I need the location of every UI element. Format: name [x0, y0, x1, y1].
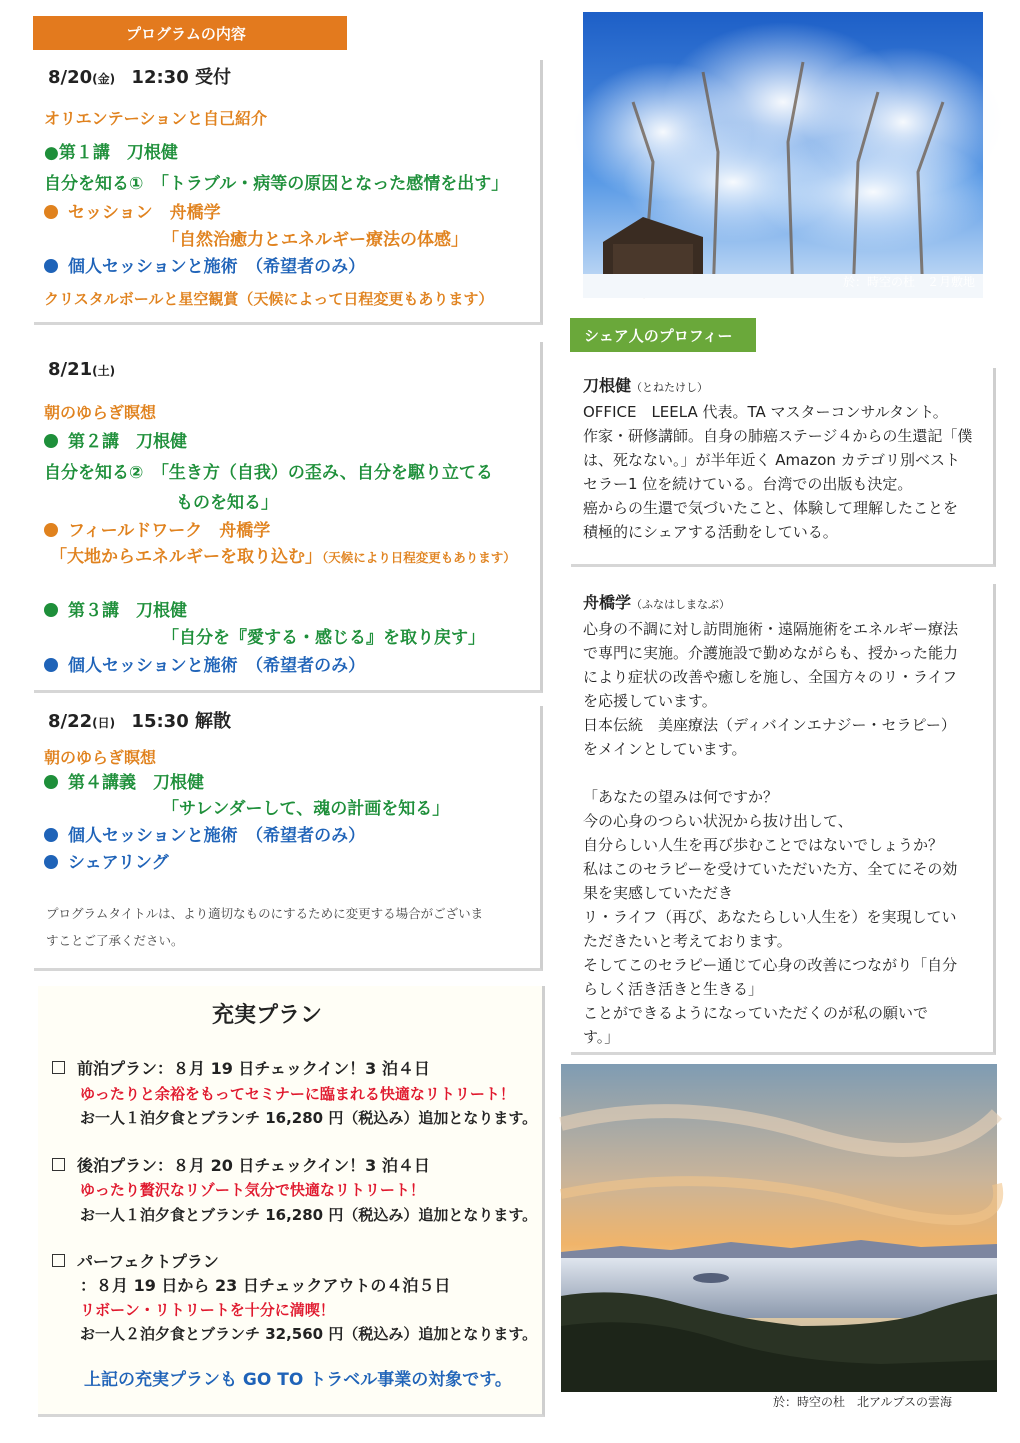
blue-dot-icon	[44, 828, 58, 842]
blue-dot-icon	[44, 259, 58, 273]
top-photo-caption: 於：時空の杜 ２月敷地	[842, 275, 975, 289]
day1-personal-label: 個人セッションと施術 （希望者のみ）	[68, 257, 366, 277]
day1-lecture1-title: 自分を知る① 「トラブル・病等の原因となった感情を出す」	[44, 174, 509, 194]
day2-lecture3-label: 第３講 刀根健	[68, 601, 187, 621]
plan2-name	[52, 1156, 430, 1175]
day1-lecture1: ●第１講 刀根健	[44, 143, 178, 163]
day2-lecture2-label: 第２講 刀根健	[68, 432, 187, 452]
plan3-name-label: パーフェクトプラン	[77, 1252, 219, 1271]
checkbox-icon	[52, 1254, 65, 1267]
day1-session	[44, 203, 221, 223]
day2-lecture2	[44, 432, 187, 452]
profile1-name-line	[583, 376, 708, 395]
profile1-bio-line: セラー1 位を続けている。台湾での出版も決定。	[583, 475, 913, 493]
profile2-bio-line: 心身の不調に対し訪問施術・遠隔施術をエネルギー療法	[583, 620, 959, 638]
program-banner-label: プログラムの内容	[126, 24, 246, 43]
green-dot-icon	[44, 434, 58, 448]
profile2-bio-line: ただきたいと考えております。	[583, 932, 792, 950]
day2-date-value: 8/21	[48, 359, 93, 380]
profile2-bio-line: をメインとしています。	[583, 740, 747, 758]
day2-personal-label: 個人セッションと施術 （希望者のみ）	[68, 656, 366, 676]
profile2-name-line	[583, 593, 730, 612]
profile1-bio-line: 癌からの生還で気づいたこと、体験して理解したことを	[583, 499, 959, 517]
profile2-name: 舟橋学	[583, 593, 632, 612]
day2-lecture3	[44, 601, 187, 621]
day2-fieldwork-title: 「大地からエネルギーを取り込む」	[50, 547, 322, 567]
profile1-bio-line: OFFICE LEELA 代表。TA マスターコンサルタント。	[583, 403, 948, 421]
plan1-tagline: ゆったりと余裕をもってセミナーに臨まれる快適なリトリート！	[80, 1085, 515, 1103]
day3-weekday: (日)	[92, 716, 116, 730]
day1-crystal: クリスタルボールと星空観賞（天候によって日程変更もあります）	[44, 290, 494, 308]
day2-fieldwork-label: フィールドワーク 舟橋学	[68, 521, 271, 541]
day2-lecture3-title: 「自分を『愛する・感じる』を取り戻す」	[162, 628, 485, 648]
profile1-name: 刀根健	[583, 376, 632, 395]
profile1-bio-line: 作家・研修講師。自身の肺癌ステージ４からの生還記「僕	[583, 427, 973, 445]
bottom-photo-caption: 於：時空の杜 北アルプスの雲海	[773, 1395, 953, 1409]
plan2-price: お一人１泊夕食とブランチ 16,280 円（税込み）追加となります。	[80, 1206, 538, 1224]
day1-weekday: (金)	[92, 72, 116, 86]
day2-lecture2-title-a: 自分を知る② 「生き方（自我）の歪み、自分を駆り立てる	[44, 463, 493, 483]
day2-fieldwork	[44, 521, 270, 541]
day2-weekday: (土)	[92, 364, 116, 378]
profile1-bio-line: 積極的にシェアする活動をしている。	[583, 523, 838, 541]
profile2-bio-line: す。」	[583, 1028, 620, 1046]
plans-goto: 上記の充実プランも GO TO トラベル事業の対象です。	[84, 1370, 512, 1390]
profile2-bio-line: 果を実感していただき	[583, 884, 734, 902]
day1-date-value: 8/20	[48, 67, 93, 88]
checkbox-icon	[52, 1158, 65, 1171]
day3-lecture4	[44, 773, 204, 793]
profile2-bio-line: リ・ライフ（再び、あなたらしい人生を）を実現してい	[583, 908, 957, 926]
profile2-bio-line: により症状の改善や癒しを施し、全国方々のリ・ライフ	[583, 668, 958, 686]
profile2-bio-line: 「あなたの望みは何ですか？	[583, 788, 779, 806]
day3-personal-label: 個人セッションと施術 （希望者のみ）	[68, 826, 366, 846]
profile2-bio-line: そしてこのセラピー通じて心身の改善につながり「自分	[583, 956, 958, 974]
checkbox-icon	[52, 1061, 65, 1074]
orange-dot-icon	[44, 205, 58, 219]
profile2-bio-line	[583, 761, 988, 785]
plan2-tagline: ゆったり贅沢なリゾート気分で快適なリトリート！	[80, 1181, 425, 1199]
day2-personal	[44, 656, 365, 676]
day3-date-value: 8/22	[48, 711, 93, 732]
profile2-bio-line: らしく活き活きと生きる」	[583, 980, 764, 998]
profile2-reading: （ふなはしまなぶ）	[631, 598, 731, 611]
profile2-bio-line: 自分らしい人生を再び歩むことではないでしょうか？	[583, 836, 944, 854]
program-notice-b: すことご了承ください。	[46, 933, 184, 948]
profile2-bio-line: 日本伝統 美座療法（ディバインエナジー・セラピー）	[583, 716, 956, 734]
profile2-bio-line: 今の心身のつらい状況から抜け出して、	[583, 812, 853, 830]
profile1-bio-line: は、死なない。」が半年近く Amazon カテゴリ別ベスト	[583, 451, 961, 469]
day2-lecture2-title-b: ものを知る」	[176, 493, 278, 513]
plan2-name-label: 後泊プラン：８月 20 日チェックイン！3 泊４日	[77, 1156, 430, 1175]
profile-banner-label: シェア人のプロフィー	[584, 326, 733, 345]
sea-of-clouds-image	[561, 1064, 997, 1392]
sea-of-clouds-photo	[561, 1064, 997, 1409]
day3-personal	[44, 826, 365, 846]
day3-sharing-label: シェアリング	[68, 853, 169, 873]
profile2-bio	[583, 617, 988, 1049]
day1-orientation: オリエンテーションと自己紹介	[44, 109, 268, 128]
profile1-bio	[583, 400, 988, 544]
plan3-name2: ：８月 19 日から 23 日チェックアウトの４泊５日	[80, 1276, 451, 1295]
profile2-bio-line: を応援しています。	[583, 692, 717, 710]
plan1-name	[52, 1059, 430, 1078]
day1-session-title: 「自然治癒力とエネルギー療法の体感」	[162, 230, 468, 250]
day2-fieldwork-note: （天候により日程変更もあります）	[322, 550, 516, 565]
snowy-forest-photo	[583, 12, 983, 298]
plans-title: 充実プラン	[212, 1003, 323, 1028]
plan3-name	[52, 1252, 219, 1271]
day1-session-label: セッション 舟橋学	[68, 203, 221, 223]
day3-time: 15:30 解散	[131, 711, 231, 732]
day1-date	[48, 67, 231, 89]
profile2-bio-line: で専門に実施。介護施設で勤めながらも、授かった能力	[583, 644, 959, 662]
profile2-bio-line: ことができるようになっていただくのが私の願いで	[583, 1004, 929, 1022]
plan1-name-label: 前泊プラン：８月 19 日チェックイン！3 泊４日	[77, 1059, 430, 1078]
orange-dot-icon	[44, 523, 58, 537]
program-notice-a: プログラムタイトルは、より適切なものにするために変更する場合がございま	[46, 906, 484, 921]
plan1-price: お一人１泊夕食とブランチ 16,280 円（税込み）追加となります。	[80, 1109, 538, 1127]
day1-time: 12:30 受付	[131, 67, 231, 88]
snowy-forest-image	[583, 12, 983, 298]
blue-dot-icon	[44, 855, 58, 869]
blue-dot-icon	[44, 658, 58, 672]
profile1-reading: （とねたけし）	[631, 381, 709, 394]
day3-lecture4-title: 「サレンダーして、魂の計画を知る」	[162, 799, 450, 819]
day2-morning: 朝のゆらぎ瞑想	[44, 403, 157, 422]
plan3-price: お一人２泊夕食とブランチ 32,560 円（税込み）追加となります。	[80, 1325, 538, 1343]
green-dot-icon	[44, 775, 58, 789]
day3-lecture4-label: 第４講義 刀根健	[68, 773, 204, 793]
day3-sharing	[44, 853, 169, 873]
day3-morning: 朝のゆらぎ瞑想	[44, 748, 157, 767]
plans-box	[38, 986, 545, 1417]
plan3-tagline: リボーン・リトリートを十分に満喫！	[80, 1301, 335, 1319]
green-dot-icon	[44, 603, 58, 617]
day1-personal	[44, 257, 365, 277]
day2-date	[48, 359, 115, 381]
profile2-bio-line: 私はこのセラピーを受けていただいた方、全てにその効	[583, 860, 958, 878]
day2-fieldwork-line	[50, 547, 516, 567]
day3-date	[48, 711, 231, 733]
program-banner	[33, 16, 347, 50]
profile-banner	[570, 318, 756, 352]
